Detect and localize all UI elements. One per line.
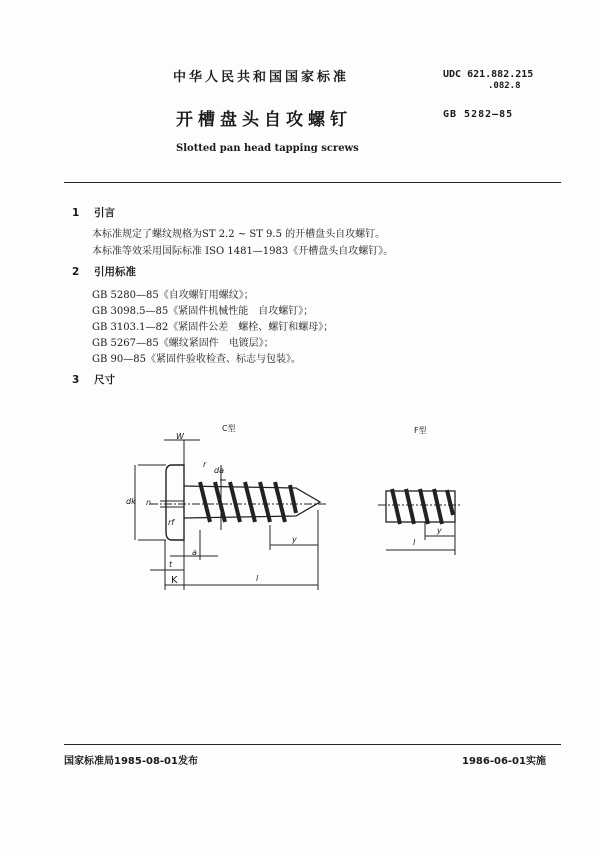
dim-n: n <box>146 498 152 507</box>
national-standard-label: 中华人民共和国国家标准 <box>173 70 350 85</box>
type-c-screw <box>135 440 326 590</box>
dim-a: a <box>192 548 197 557</box>
section-number: 2 <box>72 266 80 278</box>
reference-item: GB 5267—85《螺纹紧固件 电镀层》； <box>92 338 274 349</box>
dim-y-f: y <box>437 526 442 535</box>
paragraph: 本标准等效采用国际标准 ISO 1481—1983《开槽盘头自攻螺钉》。 <box>92 246 394 257</box>
dim-k: K <box>171 575 178 586</box>
type-f-label: F型 <box>414 426 427 435</box>
section-title: 尺寸 <box>94 374 115 386</box>
type-c-label: C型 <box>222 424 236 433</box>
standard-number: GB 5282—85 <box>443 109 514 120</box>
reference-item: GB 3103.1—82《紧固件公差 螺栓、螺钉和螺母》； <box>92 322 334 333</box>
footer-divider <box>64 744 561 745</box>
section-number: 1 <box>72 207 80 219</box>
dim-l-f: l <box>413 538 416 547</box>
effective-date: 1986-06-01实施 <box>462 756 546 767</box>
reference-item: GB 90—85《紧固件验收检查、标志与包装》。 <box>92 354 301 365</box>
english-title: Slotted pan head tapping screws <box>176 143 359 154</box>
type-f-screw <box>378 489 462 555</box>
dim-dk: dk <box>126 497 136 506</box>
issue-date: 国家标准局1985-08-01发布 <box>64 756 198 767</box>
dim-l: l <box>256 574 259 583</box>
reference-item: GB 5280—85《自攻螺钉用螺纹》； <box>92 290 254 301</box>
paragraph: 本标准规定了螺纹规格为ST 2.2 ~ ST 9.5 的开槽盘头自攻螺钉。 <box>92 229 386 240</box>
dim-rf: rf <box>168 518 175 527</box>
section-title: 引言 <box>94 207 115 219</box>
dim-r: r <box>203 460 207 469</box>
reference-item: GB 3098.5—85《紧固件机械性能 自攻螺钉》； <box>92 306 314 317</box>
section-number: 3 <box>72 374 80 386</box>
dim-da: da <box>214 466 224 475</box>
dim-t: t <box>169 560 173 569</box>
section-title: 引用标准 <box>94 266 136 278</box>
dim-w: W <box>176 432 184 441</box>
document-title: 开槽盘头自攻螺钉 <box>176 110 352 130</box>
udc-code-cont: .082.8 <box>488 81 521 91</box>
udc-code: UDC 621.882.215 <box>443 69 534 80</box>
dim-y: y <box>292 535 297 544</box>
